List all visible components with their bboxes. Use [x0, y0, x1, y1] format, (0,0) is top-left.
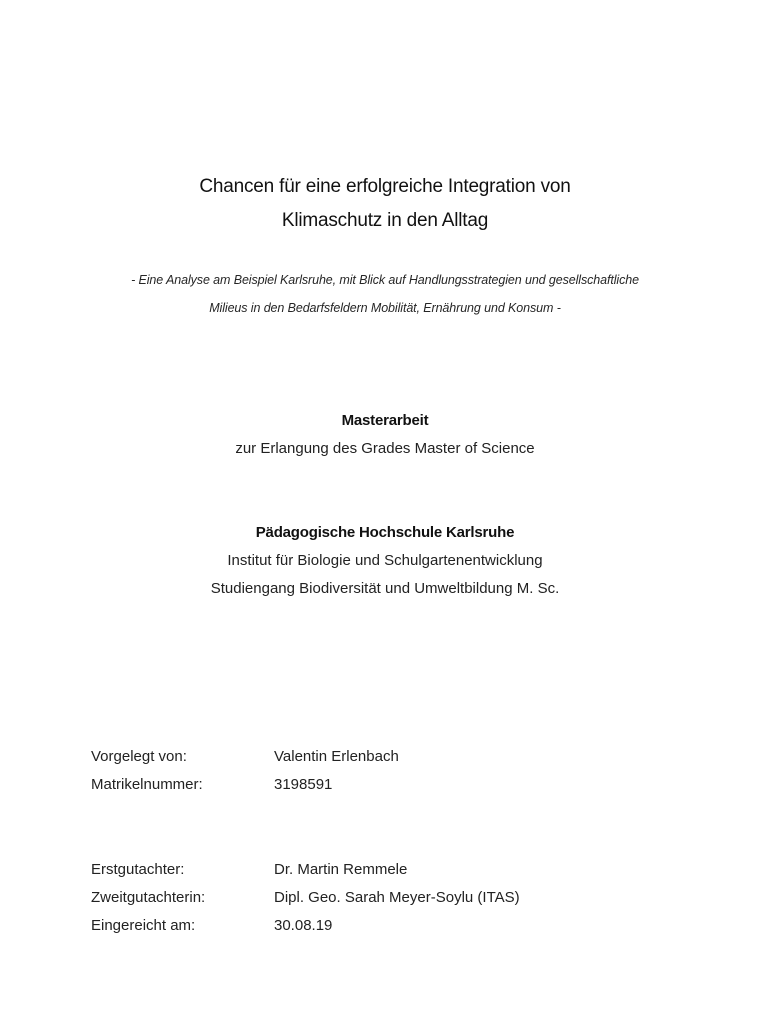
submission-date-value: 30.08.19 — [274, 917, 333, 934]
study-program: Studiengang Biodiversität und Umweltbildung M. Sc. — [210, 580, 560, 597]
matriculation-label: Matrikelnummer: — [91, 776, 203, 793]
submitted-by-value: Valentin Erlenbach — [274, 748, 399, 765]
second-reviewer-label: Zweitgutachterin: — [91, 889, 206, 906]
thesis-subtitle-line-2: Milieus in den Bedarfsfeldern Mobilität, Ernährung und Konsum - — [209, 301, 561, 315]
thesis-type: Masterarbeit — [341, 412, 429, 429]
first-reviewer-value: Dr. Martin Remmele — [274, 861, 408, 878]
thesis-title-line-2: Klimaschutz in den Alltag — [281, 210, 489, 231]
thesis-subtitle-line-1: - Eine Analyse am Beispiel Karlsruhe, mit Blick auf Handlungsstrategien und gesellschaftliche — [131, 273, 639, 287]
thesis-purpose: zur Erlangung des Grades Master of Science — [235, 440, 535, 457]
submitted-by-label: Vorgelegt von: — [91, 748, 187, 765]
second-reviewer-value: Dipl. Geo. Sarah Meyer-Soylu (ITAS) — [274, 889, 520, 906]
submission-date-label: Eingereicht am: — [91, 917, 196, 934]
institute-name: Institut für Biologie und Schulgartenentwicklung — [227, 552, 543, 569]
thesis-title-line-1: Chancen für eine erfolgreiche Integration von — [199, 176, 571, 197]
first-reviewer-label: Erstgutachter: — [91, 861, 185, 878]
matriculation-value: 3198591 — [274, 776, 333, 793]
institution-name: Pädagogische Hochschule Karlsruhe — [255, 524, 515, 541]
